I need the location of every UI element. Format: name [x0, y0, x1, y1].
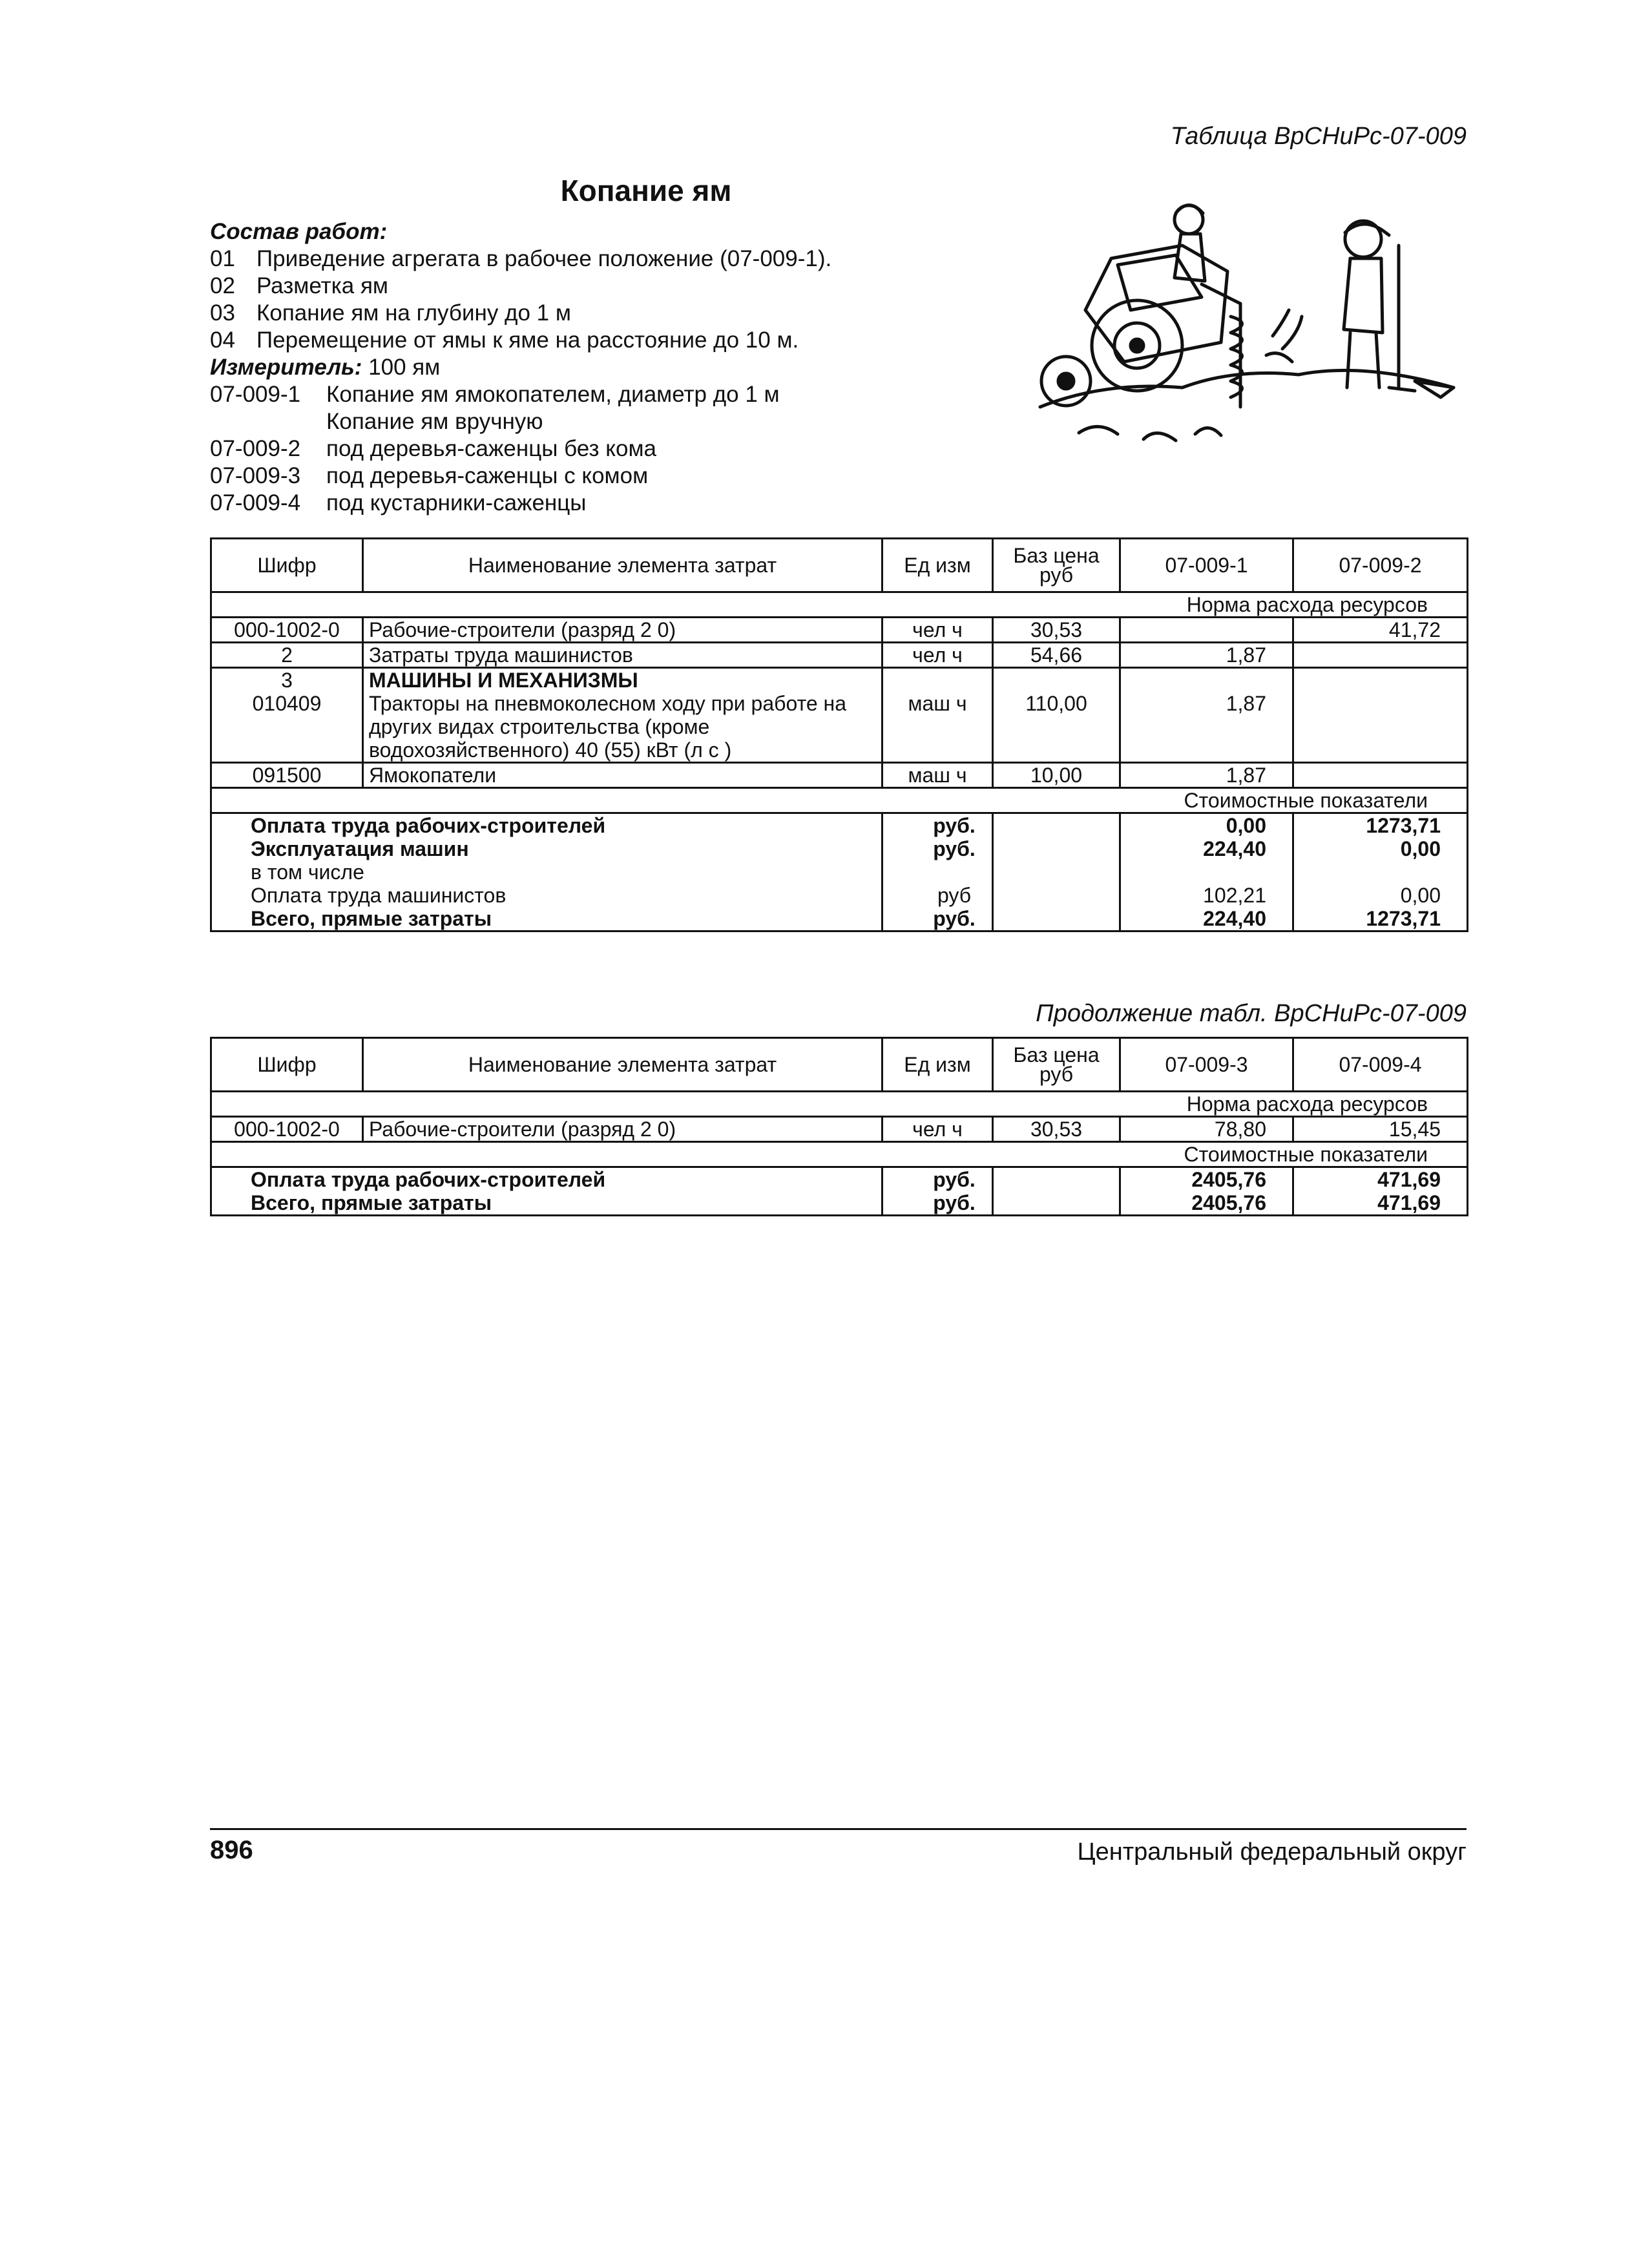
cost-row: Оплата труда рабочих-строителей руб. 0,00 1273,71 — [211, 813, 1468, 838]
cost-row: Эксплуатация машин руб. 224,40 0,00 — [211, 837, 1468, 860]
measure-label: Измеритель: — [210, 355, 362, 380]
table-row: 010409 Тракторы на пневмоколесном ходу при работе на других видах строительства (кроме водохозяйственного) 40 (55) кВт (л с ) маш ч 110,00 1,87 — [211, 692, 1468, 763]
col-header-norm-4: 07-009-4 — [1293, 1038, 1468, 1092]
table-header-row — [211, 1038, 1468, 1092]
table-row: 091500 Ямокопатели маш ч 10,00 1,87 — [211, 763, 1468, 788]
page-title: Копание ям — [560, 174, 732, 207]
table-row: 3 МАШИНЫ И МЕХАНИЗМЫ — [211, 668, 1468, 692]
table-row: 2 Затраты труда машинистов чел ч 54,66 1,87 — [211, 643, 1468, 668]
continuation-caption: Продолжение табл. ВрСНиРс-07-009 — [1036, 1000, 1467, 1027]
section-row: Норма расхода ресурсов — [211, 592, 1468, 618]
col-header-base-price: Баз цена руб — [993, 1038, 1120, 1092]
table-row: 000-1002-0 Рабочие-строители (разряд 2 0) чел ч 30,53 41,72 — [211, 618, 1468, 643]
col-header-code: Шифр — [211, 1038, 363, 1092]
col-header-norm-2: 07-009-2 — [1293, 539, 1468, 592]
work-item: 07-009-2 под деревья-саженцы без кома — [210, 436, 656, 461]
tractor-illustration — [1027, 194, 1467, 452]
table-row: 000-1002-0 Рабочие-строители (разряд 2 0) чел ч 30,53 78,80 15,45 — [211, 1117, 1468, 1142]
measure-value: 100 ям — [368, 355, 441, 380]
composition-label: Состав работ: — [210, 219, 388, 244]
section-row: Стоимостные показатели — [211, 788, 1468, 813]
measure-line — [210, 354, 831, 381]
col-header-base-price: Баз цена руб — [993, 539, 1120, 592]
section-row: Стоимостные показатели — [211, 1142, 1468, 1167]
work-step: 01 Приведение агрегата в рабочее положение (07-009-1). — [210, 246, 832, 271]
cost-row: Оплата труда рабочих-строителей руб. 2405,76 471,69 — [211, 1167, 1468, 1192]
footer-divider — [210, 1828, 1467, 1830]
footer-region: Центральный федеральный округ — [1077, 1838, 1467, 1866]
section-row: Норма расхода ресурсов — [211, 1092, 1468, 1117]
col-header-unit: Ед изм — [882, 1038, 993, 1092]
cost-row: в том числе — [211, 860, 1468, 884]
cost-row: Всего, прямые затраты руб. 224,40 1273,71 — [211, 907, 1468, 931]
col-header-unit: Ед изм — [882, 539, 993, 592]
cost-row: Всего, прямые затраты руб. 2405,76 471,69 — [211, 1191, 1468, 1216]
col-header-code: Шифр — [211, 539, 363, 592]
resource-table-2 — [210, 1037, 1468, 1216]
col-header-norm-1: 07-009-1 — [1120, 539, 1293, 592]
table-header-row — [211, 539, 1468, 592]
work-item: 07-009-1 Копание ям ямокопателем, диаметр до 1 м — [210, 382, 780, 407]
resource-table-1 — [210, 537, 1468, 932]
work-step: 04 Перемещение от ямы к яме на расстояние до 10 м. — [210, 328, 799, 353]
work-description — [210, 218, 831, 517]
table-caption: Таблица ВрСНиРс-07-009 — [1170, 123, 1467, 150]
col-header-name: Наименование элемента затрат — [363, 1038, 882, 1092]
col-header-norm-3: 07-009-3 — [1120, 1038, 1293, 1092]
work-item: Копание ям вручную — [326, 409, 543, 434]
page-number: 896 — [210, 1836, 253, 1864]
work-step: 02 Разметка ям — [210, 273, 388, 298]
work-item: 07-009-4 под кустарники-саженцы — [210, 490, 587, 515]
cost-row: Оплата труда машинистов руб 102,21 0,00 — [211, 884, 1468, 907]
col-header-name: Наименование элемента затрат — [363, 539, 882, 592]
work-item: 07-009-3 под деревья-саженцы с комом — [210, 463, 649, 488]
work-step: 03 Копание ям на глубину до 1 м — [210, 300, 571, 326]
